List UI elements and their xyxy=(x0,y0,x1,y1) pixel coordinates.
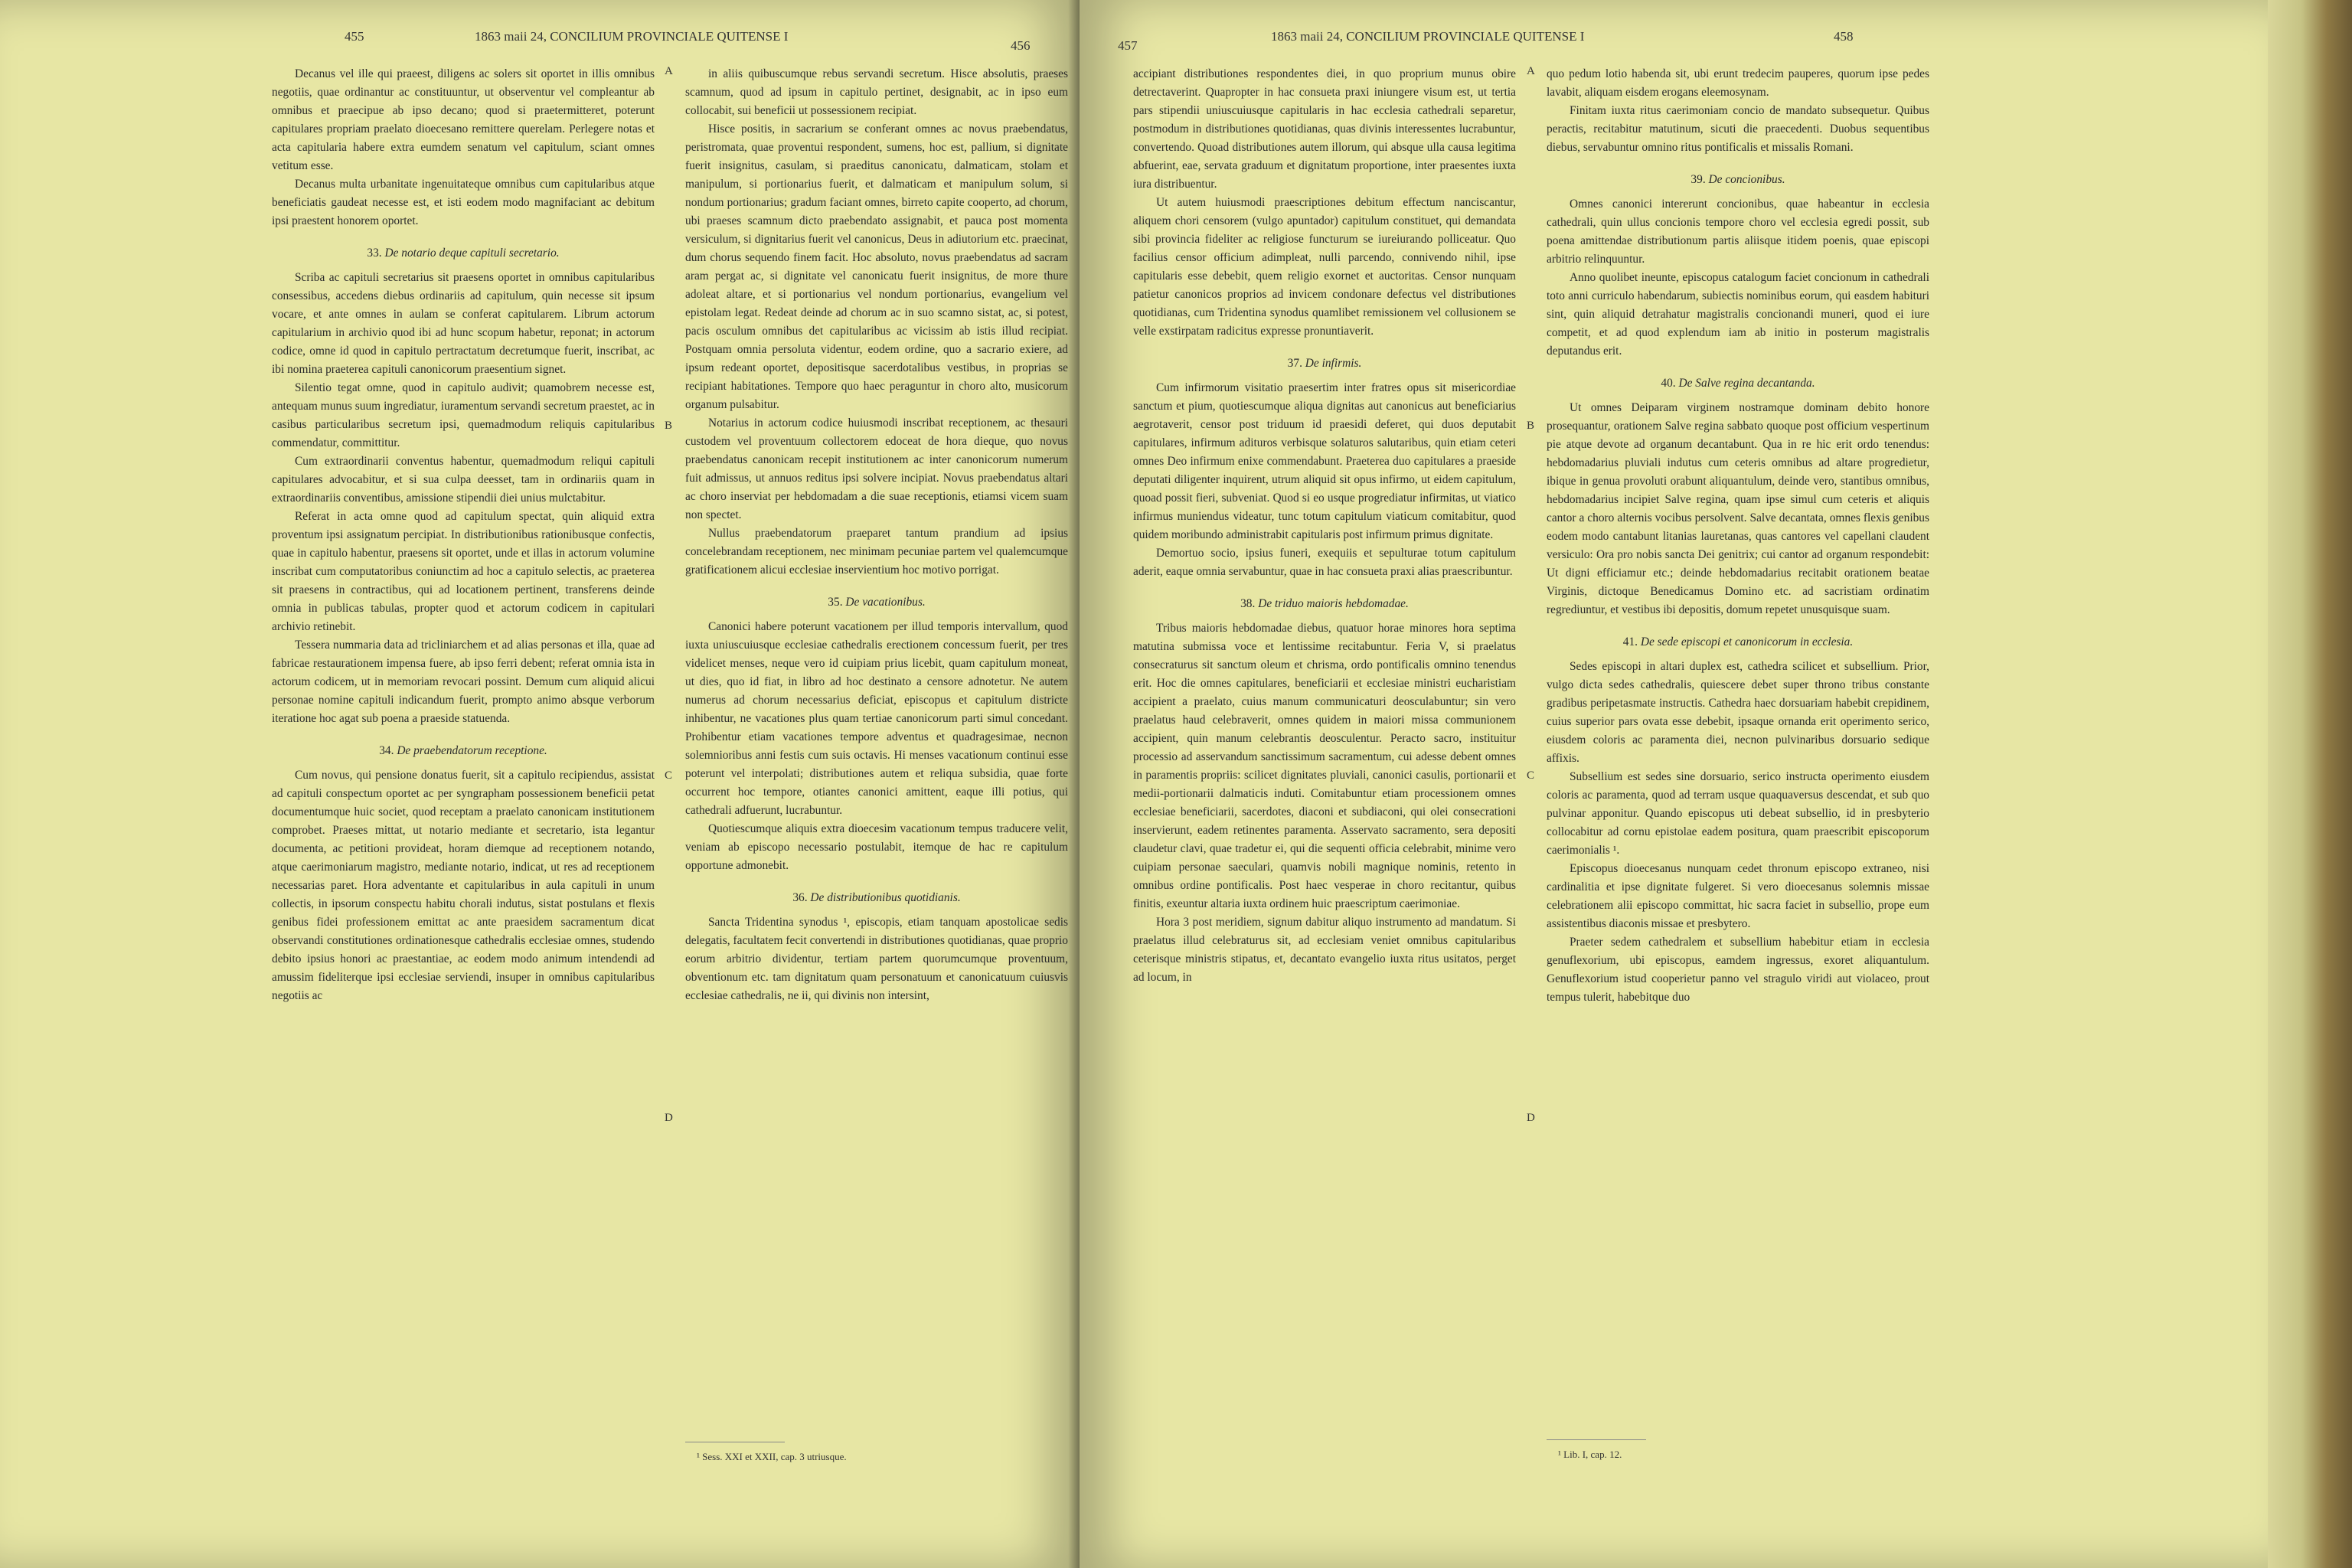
paragraph: Tribus maioris hebdomadae diebus, quatuor horae minores hora septima matutina submissa voce et lentissime recitabuntur. Feria V, si praelatus consecraturus sit sanctum oleum et chrisma, ordo pontificalis omnino tenendus erit. Hoc die omnes capitulares, beneficiarii et ecclesiae ministri eucharistiam accipient a praelato, cuius manum communicaturi deosculabuntur; sin vero praelatus haud celebraverit, omnes quidem in maiori missa communionem accipient, quin manum celebrantis deosculentur. Peracto sacro, instituitur processio ad asservandum sanctissimum sacramentum, cui adesse debent omnes in paramentis propriis: scilicet dignitates pluviali, canonici casulis, portionarii et medii-portionarii dalmaticis induti. Comitabuntur etiam processionem omnes ecclesiae beneficiarii, sacerdotes, diaconi et subdiaconi, qui olei consecrationi inservierunt, eadem retinentes paramenta. Asservato sacramento, sera depositi claudetur clavi, quae tradetur ei, qui die sequenti officia celebrabit, minime vero cuipiam personae saeculari, quamvis nobili magnique nominis, retento in omnibus ordine pontificalis. Post haec vesperae in choro recitantur, quibus finitis, exeuntur altaria iuxta ordinem huic praescriptum caerimoniae. xyxy=(1133,622,1516,910)
paragraph: Notarius in actorum codice huiusmodi inscribat receptionem, ac thesauri custodem vel proventuum collectorem edoceat de hora dieque, quo novus praebendatus canonicam recepit institutionem ac inter canonicorum numerum fuit admissus, ut annuos reditus ipsi solvere incipiat. Novus praebendatus altari ac choro inserviat per hebdomadam a die suae receptionis, etiamsi vicem suam non spectet. xyxy=(685,416,1068,521)
paragraph: Decanus multa urbanitate ingenuitateque omnibus cum capitularibus atque beneficiatis gaudeat necesse est, et isti eodem modo magnifaciant ac debitum ipsi praestent honorem oportet. xyxy=(272,178,655,227)
footnote-right: ¹ Lib. I, cap. 12. xyxy=(1558,1449,1622,1460)
section-number: 34. xyxy=(379,744,394,757)
section-title: De vacationibus. xyxy=(845,596,926,609)
paragraph: Silentio tegat omne, quod in capitulo audivit; quamobrem necesse est, antequam munus suum ingrediatur, iuramentum servandi secretum praestet, ac in casibus particularibus secretum ipsi, quemadmodum reliquis capitularibus commendatur, committitur. xyxy=(272,381,655,449)
page-number-456: 456 xyxy=(1011,38,1031,53)
section-heading xyxy=(1133,595,1516,613)
section-title: De notario deque capituli secretario. xyxy=(384,247,560,260)
section-title: De sede episcopi et canonicorum in ecclesia. xyxy=(1640,635,1854,648)
paragraph: Scriba ac capituli secretarius sit praesens oportet in omnibus capitularibus consessibus, accedens diebus ordinariis ad capitulum, quin necesse sit ipsum vocare, et ante omnes in aulam se conferat capitularem. Librum actorum capitularium in archivio quod ibi ad hunc scopum habetur, reponat; in actorum codice, omne id quod in capitulo pertractatum decretumque fuerit, inscribat, ac ibi nomina praeterea capituli canonicorum praesentium signet. xyxy=(272,271,655,376)
footnote-separator-right xyxy=(1547,1439,1646,1440)
paragraph: Demortuo socio, ipsius funeri, exequiis et sepulturae totum capitulum aderit, eaque omnia servabuntur, quae in hac consueta praxi alias praescribuntur. xyxy=(1133,547,1516,578)
paragraph: Referat in acta omne quod ad capitulum spectat, quin aliquid extra proventum ipsi assignatum percipiat. In distributionibus rationibusque confectis, quae in capitulo habentur, praesens sit oportet, unde et illas in actorum volumine inscribat cum computatoribus coniunctim ad hoc a capitulo selectis, ac praeterea sit praesens in contractibus, qui ad locationem pertinent, transferens deinde omnia in publicas tabulas, propter quod et actorum codicem in capitulari archivio retinebit. xyxy=(272,510,655,633)
paragraph: Episcopus dioecesanus nunquam cedet thronum episcopo extraneo, nisi cardinalitia et ipse dignitate fulgeret. Si vero dioecesanus solemnis missae celebrationem alii episcopo committat, hic sacra faciet in subsellio, prope eum assistentibus diaconis missae et presbytero. xyxy=(1547,862,1929,930)
paragraph: Sedes episcopi in altari duplex est, cathedra scilicet et subsellium. Prior, vulgo dicta sedes cathedralis, quiescere debet super throno tribus constante gradibus peripetasmate instructis. Cathedra haec dorsuariam habebit crepidinem, cuius superior pars ovata esse debebit, ipsaque ornanda erit operimento serico, eiusdem coloris ac paramenta diei, necnon pulvinaribus dorsuario sedique affixis. xyxy=(1547,660,1929,765)
section-number: 36. xyxy=(792,891,808,904)
section-title: De Salve regina decantanda. xyxy=(1678,377,1815,390)
paragraph: Decanus vel ille qui praeest, diligens ac solers sit oportet in illis omnibus negotiis, quae ordinantur ac constituuntur, ut observentur vel compleantur ab omnibus et praecipue ab ipso decano; quod si praetermitteret, poterunt capitulares propriam praelato dioecesano remittere querelam. Perlegere notas et acta capitularia habere extra eumdem senatum vel capitulum, sciant omnes vetitum esse. xyxy=(272,67,655,172)
paragraph: Praeter sedem cathedralem et subsellium habebitur etiam in ecclesia genuflexorium, ubi episcopus, eamdem ingressus, exoret aliquantulum. Genuflexorium istud cooperietur panno vel stragulo viridi aut violaceo, prout tempus tulerit, habebitque duo xyxy=(1547,936,1929,1004)
margin-marker-b-right: B xyxy=(1527,420,1535,432)
paragraph: Subsellium est sedes sine dorsuario, serico instructa operimento eiusdem coloris ac paramenta, quod ad terram usque quaquaversus descendat, et sub quo pulvinar apponitur. Quando episcopus uti debeat subsellio, id in presbyterio collocabitur ad cornu epistolae eadem positura, quam praescribit episcoporum caerimonialis ¹. xyxy=(1547,770,1929,857)
running-header-right: 1863 maii 24, CONCILIUM PROVINCIALE QUITENSE I xyxy=(1271,29,1585,44)
right-page xyxy=(1080,0,2268,1568)
section-number: 40. xyxy=(1661,377,1676,390)
paragraph: Sancta Tridentina synodus ¹, episcopis, etiam tanquam apostolicae sedis delegatis, facultatem fecit convertendi in distributiones quotidianas, quae proprio eorum arbitrio dividentur, tertiam partem quorumcumque proventuum, obventionum etc. tam dignitatum quam personatuum et canonicatuum cuiusvis ecclesiae cathedralis, ne ii, qui divinis non intersint, xyxy=(685,916,1068,1002)
section-heading xyxy=(685,593,1068,612)
section-heading xyxy=(685,889,1068,907)
paragraph: Hisce positis, in sacrarium se conferant omnes ac novus praebendatus, peristromata, quae proventui respondent, sumens, hoc est, pallium, si dignitate fuerit insignitus, casulam, si praeditus canonicatu, dalmaticam, stolam et manipulum, si portionarius fuerit, et dalmaticam et manipulum solum, si nondum portionarius; gradum faciant omnes, birreto capite cooperto, ad chorum, ubi praeses scamnum dicto praebendato assignabit, et pauca post momenta versiculum, si dignitarius fuerit vel canonicus, Deus in adiutorium etc. praecinat, dum chorus sequendo finem facit. Hoc absoluto, novus praebendatus ad sacram aram pergat ac, si dignitate vel canonicatu fuerit insignitus, de more thure adoleat altare, et si portionarius vel nondum portionarius, evangelium vel epistolam legat. Redeat deinde ad chorum ac in suo scamno sistat, ac, si potest, pacis osculum omnibus det capitularibus ac vicissim ab istis illud recipiat. Postquam omnia persoluta videntur, eodem ordine, quo a sacrario exiere, ad ipsum redeant oportet, depositisque sacerdotalibus vestibus, in proprias se recipiant habitationes. Tempore quo haec peraguntur in choro alto, musicorum organum pulsabitur. xyxy=(685,122,1068,411)
paragraph: in aliis quibuscumque rebus servandi secretum. Hisce absolutis, praeses scamnum, quod ad ipsum in capitulo pertinet, designabit, ac in ipso eum collocabit, sui beneficii ut possessionem recipiat. xyxy=(685,67,1068,117)
paragraph: Nullus praebendatorum praeparet tantum prandium ad ipsius concelebrandam receptionem, nec minimam pecuniae partem vel qualemcumque gratificationem alicui ecclesiae inservientium hoc motivo porrigat. xyxy=(685,527,1068,577)
margin-marker-d-right: D xyxy=(1527,1112,1535,1124)
paragraph: Canonici habere poterunt vacationem per illud temporis intervallum, quod iuxta uniuscuiusque ecclesiae cathedralis erectionem concessum fuerit, per tres videlicet menses, neque vero id cuipiam prius licebit, quam capitulum moneat, ut dies, quo id fiat, in libro ad hoc destinato a censore adnotetur. Ne autem numerus ad chorum necessarius deficiat, episcopus et capitulum districte inhibentur, ne vacationes plus quam tertiae canonicorum parti simul concedant. Prohibentur etiam vacationes tempore adventus et quadragesimae, necnon solemnioribus anni festis cum suis octavis. Hi menses vacationum continui esse poterunt vel interpolati; distributiones autem et reliqua subsidia, quae forte occurrent hoc tempore, otiantes canonici amittent, eaque illi potius, qui cathedrali adfuerunt, lucrabuntur. xyxy=(685,620,1068,817)
section-number: 33. xyxy=(367,247,382,260)
paragraph: Cum novus, qui pensione donatus fuerit, sit a capitulo recipiendus, assistat ad capituli conspectum oportet ac per syngrapham possessionem beneficii petat documentumque huic societ, quod receptam a praelato canonicam institutionem comprobet. Praeses mittat, ut notario mediante et secretario, ista legantur documenta, ac petitioni provideat, horam diemque ad receptionem notando, atque caerimoniarum magistro, mediante notario, indicat, ut res ad receptionem necessarias paret. Hora adventante et capitularibus in aula capituli in unum collectis, in ipsorum conspectu habitu chorali indutus, sistat postulans et flexis genibus fidei professionem emittat ac ante praesidem sacramentum dicat observandi constitutiones ordinationesque cathedralis ecclesiae omnes, studendo debito ipsius honori ac praestantiae, ac eodem modo animum intendendi ad amussim fideliterque ipsi ecclesiae serviendi, insuper in omnibus capitularibus negotiis ac xyxy=(272,769,655,1002)
section-number: 41. xyxy=(1622,635,1638,648)
section-heading xyxy=(272,244,655,263)
paragraph: accipiant distributiones respondentes diei, in quo proprium munus obire detrectaverint. Quapropter in hac consueta praxi iniungere visum est, ut tertia pars stipendii uniuscuiusque capitularis in hac ecclesia cathedrali separetur, postmodum in distributiones quotidianas, quas divinis interessentes lucrabuntur, convertendo. Quoad distributiones autem illorum, qui absque ulla causa legitima abfuerint, eae, servata graduum et dignitatum proportione, inter praesentes iuxta iura distribuentur. xyxy=(1133,67,1516,191)
paragraph: Ut omnes Deiparam virginem nostramque dominam debito honore prosequantur, orationem Salve regina sabbato quoque post officium vespertinum pie atque devote ad organum decantabunt. Qua in re hic erit ordo tenendus: hebdomadarius pluviali indutus cum ceteris omnibus ad altare progredietur, ibique in genua provoluti orabunt aliquantulum, deinde vero, stantibus omnibus, hebdomadarius incipiet Salve regina, quam ipse simul cum ceteris et aliquis cantor a choro alternis vocibus persolvent. Salve decantata, omnes flexis genibus eodem modo cantabunt litanias lauretanas, quas cantores vel capellani claudent versiculo: Ora pro nobis sancta Dei genitrix; cui cantor ad organum respondebit: Ut digni efficiamur etc.; deinde hebdomadarius recitabit orationem beatae Virginis, dictoque Benedicamus Domino etc. ad sacristiam ordinatim regrediuntur, et vestibus ibi depositis, domum repetet unusquisque suam. xyxy=(1547,401,1929,616)
running-header-left: 1863 maii 24, CONCILIUM PROVINCIALE QUITENSE I xyxy=(475,29,789,44)
right-column-1 xyxy=(1133,65,1516,987)
left-column-1 xyxy=(272,65,655,1005)
section-number: 35. xyxy=(828,596,843,609)
section-heading xyxy=(1547,171,1929,189)
section-title: De concionibus. xyxy=(1708,173,1785,186)
paragraph: Quotiescumque aliquis extra dioecesim vacationum tempus traducere velit, veniam ab episcopo necessario postulabit, itemque de hac re capitulum opportune admonebit. xyxy=(685,822,1068,872)
paragraph: Ut autem huiusmodi praescriptiones debitum effectum nanciscantur, aliquem chori censorem (vulgo apuntador) capitulum constituet, qui demandata sibi provincia fideliter ac religiose functurum se iureiurando polliceatur. Quo facilius censor officium adimpleat, nulli parcendo, connivendo nihil, ipse capitularis esse debebit, quem religio exornet et auctoritas. Censor nunquam patietur canonicos proprios ad invicem condonare defectus vel distributiones quotidianas, cum Tridentina synodus quamlibet remissionem vel collusionem se velle exstirpatam radicitus expresse pronuntiaverit. xyxy=(1133,196,1516,338)
paragraph: Anno quolibet ineunte, episcopus catalogum faciet concionum in cathedrali toto anni curriculo habendarum, subiectis nominibus eorum, qui easdem habituri sint, quin aliquid detrahatur magistralis concionandi muneri, quod ei iure competit, et ad quod explendum iam ab initio in posterum magistralis deputandus erit. xyxy=(1547,271,1929,358)
left-page xyxy=(0,0,1080,1568)
section-heading xyxy=(272,742,655,760)
paragraph: Tessera nummaria data ad tricliniarchem et ad alias personas et illa, quae ad fabricae restaurationem impensa fuere, ab ipso ferri debent; referat omnia ista in actorum codicem, ut in memoriam revocari possint. Demum cum aliquid alicui personae nomine capituli indicandum fuerit, prompto animo absque verborum iteratione hoc agat sub poena a praeside statuenda. xyxy=(272,639,655,725)
section-number: 38. xyxy=(1240,597,1256,610)
section-heading xyxy=(1547,633,1929,652)
paragraph: Omnes canonici intererunt concionibus, quae habeantur in ecclesia cathedrali, quin ullus concionis tempore choro vel ecclesia egredi possit, sub poena amittendae distributionum partis aliisque itidem poenis, quae episcopi arbitrio relinquuntur. xyxy=(1547,198,1929,266)
page-number-458: 458 xyxy=(1834,29,1854,44)
right-column-2 xyxy=(1547,65,1929,1007)
margin-marker-d: D xyxy=(665,1112,673,1124)
section-heading xyxy=(1133,354,1516,373)
page-number-455: 455 xyxy=(345,29,364,44)
section-number: 39. xyxy=(1690,173,1706,186)
page-number-457: 457 xyxy=(1118,38,1138,53)
margin-marker-c: C xyxy=(665,769,673,782)
paragraph: quo pedum lotio habenda sit, ubi erunt tredecim pauperes, quorum ipse pedes lavabit, aliquam eisdem erogans eleemosynam. xyxy=(1547,67,1929,99)
margin-marker-b: B xyxy=(665,420,673,432)
section-number: 37. xyxy=(1287,357,1302,370)
section-title: De triduo maioris hebdomadae. xyxy=(1258,597,1409,610)
section-heading xyxy=(1547,374,1929,393)
paragraph: Finitam iuxta ritus caerimoniam concio de mandato subsequetur. Quibus peractis, recitabitur matutinum, sicuti die praecedenti. Duobus sequentibus diebus, servabuntur omnino ritus pontificalis et missalis Romani. xyxy=(1547,104,1929,154)
footnote-left: ¹ Sess. XXI et XXII, cap. 3 utriusque. xyxy=(697,1451,847,1462)
book-page-edges xyxy=(2268,0,2352,1568)
paragraph: Hora 3 post meridiem, signum dabitur aliquo instrumento ad mandatum. Si praelatus illud celebraturus sit, ad ecclesiam veniet omnibus capitularibus ceterisque ministris stipatus, et, decantato evangelio iuxta ritus usitatos, perget ad locum, in xyxy=(1133,916,1516,984)
paragraph: Cum infirmorum visitatio praesertim inter fratres opus sit misericordiae sanctum et pium, quotiescumque aliqua dignitas aut canonicus aut beneficiarius aegrotaverit, censor post triduum id praesidi deferet, qui duos deputabit capitulares, infirmum adituros verbisque solaturos salutaribus, quin etiam ceteri omnes Deo infirmum enixe commendabunt. Praeterea duo capitulares a praeside deputati diligenter inquirent, utrum aliquid sit opus infirmo, ut eidem capitulum, quoad possit fieri, subveniat. Quod si eo usque progrediatur infirmitas, ut viatico infirmus muniendus videatur, tunc totum capitulum viaticum comitabitur, quod quidem moribundo administrabit capitularis post infirmum primus dignitate. xyxy=(1133,381,1516,541)
paragraph: Cum extraordinarii conventus habentur, quemadmodum reliqui capituli capitulares advocabitur, et si sua culpa deesset, tam in ordinariis quam in extraordinariis conventibus, amissione stipendii diei unius mulctabitur. xyxy=(272,455,655,505)
section-title: De praebendatorum receptione. xyxy=(397,744,547,757)
section-title: De infirmis. xyxy=(1305,357,1362,370)
margin-marker-a: A xyxy=(665,65,673,77)
margin-marker-a-right: A xyxy=(1527,65,1535,77)
section-title: De distributionibus quotidianis. xyxy=(810,891,961,904)
margin-marker-c-right: C xyxy=(1527,769,1535,782)
left-column-2 xyxy=(685,65,1068,1005)
